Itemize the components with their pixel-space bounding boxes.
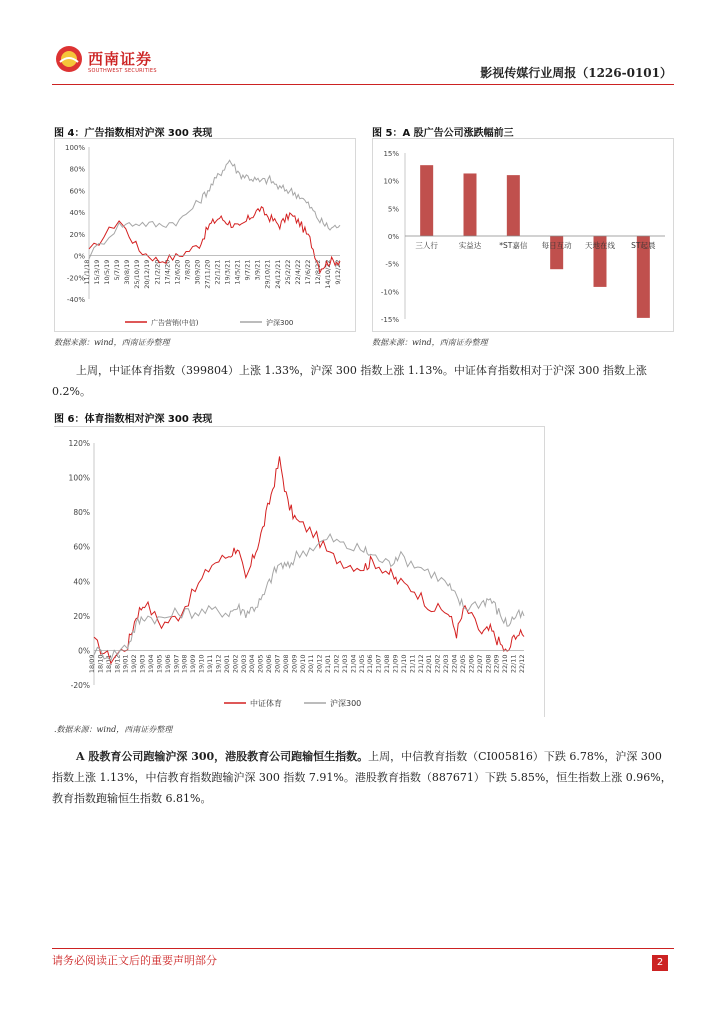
x-tick-label: 20/04 [248, 654, 257, 674]
x-tick-label: 11/1/18 [83, 259, 91, 285]
y-tick-label: 80% [69, 165, 85, 174]
paragraph-education-lead: A 股教育公司跑输沪深 300，港股教育公司跑输恒生指数。 [76, 750, 369, 763]
x-tick-label: 21/02 [332, 654, 341, 674]
header-rule [52, 84, 674, 85]
y-tick-label: 80% [73, 508, 90, 518]
x-tick-label: 27/11/20 [203, 259, 212, 289]
x-tick-label: 21/10 [399, 654, 408, 674]
x-tick-label: 22/02 [433, 654, 442, 674]
x-tick-label: 19/05 [155, 654, 164, 674]
logo-subtext: SOUTHWEST SECURITIES [88, 68, 157, 74]
report-title: 影视传媒行业周报（1226-0101） [480, 66, 672, 80]
x-tick-label: 19/08 [180, 654, 189, 674]
bar-1 [464, 173, 477, 236]
x-tick-label: 21/03 [340, 654, 349, 674]
x-tick-label: 22/05 [458, 654, 467, 674]
x-tick-label: 18/09 [88, 654, 96, 674]
y-tick-label: 60% [73, 542, 90, 552]
x-tick-label: 21/2/20 [153, 259, 162, 285]
bar-0 [420, 165, 433, 236]
x-tick-label: 14/10/22 [323, 259, 332, 289]
category-label-5: ST起晨 [631, 241, 656, 250]
figure5-source: 数据来源：wind，西南证券整理 [372, 338, 488, 347]
series-line-1 [94, 534, 524, 660]
y-tick-label: 20% [69, 230, 85, 239]
x-tick-label: 22/04 [450, 654, 459, 674]
category-label-3: 每日互动 [541, 241, 572, 250]
x-tick-label: 19/07 [172, 654, 181, 674]
figure5-title: 图 5：A 股广告公司涨跌幅前三 [372, 128, 514, 139]
x-tick-label: 3/9/21 [253, 259, 262, 281]
x-tick-label: 20/06 [265, 654, 274, 674]
x-tick-label: 21/05 [357, 654, 366, 674]
figure6-svg [54, 427, 544, 717]
y-tick-label: 60% [69, 187, 85, 196]
x-tick-label: 21/09 [391, 654, 400, 674]
figure5-chart [372, 138, 674, 332]
footer-rule [52, 948, 674, 949]
x-tick-label: 22/09 [492, 654, 501, 674]
y-tick-label: 5% [387, 205, 399, 214]
y-tick-label: 0% [78, 646, 90, 656]
footer-notice: 请务必阅读正文后的重要声明部分 [52, 954, 217, 967]
x-tick-label: 17/6/22 [303, 259, 312, 285]
y-tick-label: 100% [68, 473, 90, 483]
x-tick-label: 18/11 [104, 654, 113, 674]
x-tick-label: 21/01 [324, 654, 333, 674]
x-tick-label: 12/8/22 [313, 259, 322, 285]
y-tick-label: 15% [383, 150, 399, 158]
x-tick-label: 20/12 [315, 654, 324, 674]
x-tick-label: 19/12 [214, 654, 223, 674]
legend-label-0: 中证体育 [250, 699, 282, 708]
x-tick-label: 14/5/21 [233, 259, 242, 285]
x-tick-label: 20/10 [298, 654, 307, 674]
x-tick-label: 22/10 [501, 654, 510, 674]
x-tick-label: 20/03 [239, 654, 248, 674]
y-tick-label: -15% [380, 316, 399, 324]
x-tick-label: 19/06 [163, 654, 172, 674]
category-label-0: 三人行 [415, 241, 438, 250]
y-tick-label: 10% [383, 177, 399, 186]
x-tick-label: 20/01 [222, 654, 231, 674]
x-tick-label: 22/03 [442, 654, 451, 674]
x-tick-label: 24/12/21 [273, 259, 282, 289]
x-tick-label: 19/10 [197, 654, 206, 674]
y-tick-label: 40% [73, 577, 90, 587]
x-tick-label: 22/06 [467, 654, 476, 674]
x-tick-label: 5/7/19 [113, 259, 122, 281]
paragraph-education-text: 上周，中信教育指数（CI005816）下跌 6.78%，沪深 300 指数上涨 1.13%，中信教育指数跑输沪深 300 指数 7.91%。港股教育指数（887671）下跌 5.85%，恒生指数上涨 0.96%，教育指数跑输恒生指数 6.81%。 [52, 750, 672, 805]
x-tick-label: 22/12 [518, 654, 526, 674]
x-tick-label: 22/08 [484, 654, 493, 674]
x-tick-label: 21/06 [366, 654, 375, 674]
x-tick-label: 18/12 [113, 654, 122, 674]
series-line-0 [94, 456, 524, 663]
x-tick-label: 20/12/19 [143, 259, 152, 289]
x-tick-label: 19/01 [121, 654, 130, 674]
figure4-chart [54, 138, 356, 332]
x-tick-label: 12/6/20 [173, 259, 182, 285]
x-tick-label: 22/1/21 [213, 259, 222, 285]
y-tick-label: 100% [64, 144, 85, 152]
y-tick-label: -20% [66, 274, 85, 283]
x-tick-label: 10/5/19 [103, 259, 112, 285]
x-tick-label: 19/11 [206, 654, 215, 674]
paragraph-education [52, 746, 672, 809]
x-tick-label: 20/08 [281, 654, 290, 674]
x-tick-label: 9/7/21 [243, 259, 252, 281]
legend-label-1: 沪深300 [266, 319, 294, 327]
figure5-svg [373, 139, 673, 331]
x-tick-label: 20/11 [307, 654, 316, 674]
bar-2 [507, 175, 520, 236]
x-tick-label: 20/07 [273, 654, 282, 674]
logo-text: 西南证券 [88, 50, 153, 68]
y-tick-label: -20% [70, 681, 90, 690]
x-tick-label: 19/04 [147, 654, 156, 674]
y-tick-label: 20% [73, 611, 90, 621]
x-tick-label: 22/11 [509, 654, 518, 674]
y-tick-label: -5% [385, 260, 399, 269]
figure6-source: .数据来源：wind，西南证券整理 [54, 725, 173, 734]
x-tick-label: 19/3/21 [223, 259, 232, 285]
figure4-title: 图 4：广告指数相对沪深 300 表现 [54, 128, 213, 139]
x-tick-label: 20/02 [231, 654, 240, 674]
x-tick-label: 21/08 [383, 654, 392, 674]
x-tick-label: 9/12/22 [334, 259, 342, 285]
series-line-1 [89, 160, 340, 258]
x-tick-label: 17/4/20 [163, 259, 172, 285]
legend-label-0: 广告营销(中信) [151, 319, 199, 327]
x-tick-label: 30/8/19 [123, 259, 132, 285]
company-logo [54, 44, 84, 74]
x-tick-label: 19/03 [138, 654, 147, 674]
y-tick-label: 40% [69, 209, 85, 218]
y-tick-label: 120% [68, 439, 90, 448]
y-tick-label: 0% [387, 233, 399, 241]
y-tick-label: -40% [66, 296, 85, 304]
category-label-2: *ST嘉信 [499, 241, 528, 250]
figure6-title: 图 6：体育指数相对沪深 300 表现 [54, 414, 213, 425]
x-tick-label: 29/10/21 [263, 259, 272, 289]
x-tick-label: 22/01 [425, 654, 434, 674]
x-tick-label: 21/04 [349, 654, 358, 674]
category-label-4: 天地在线 [585, 241, 615, 250]
x-tick-label: 30/9/20 [193, 259, 202, 285]
x-tick-label: 7/8/20 [183, 259, 192, 281]
x-tick-label: 21/11 [408, 654, 417, 674]
category-label-1: 实益达 [458, 241, 482, 250]
y-tick-label: 0% [73, 252, 85, 261]
x-tick-label: 22/07 [475, 654, 484, 674]
x-tick-label: 18/10 [96, 654, 105, 674]
x-tick-label: 22/4/22 [293, 259, 302, 285]
x-tick-label: 21/07 [374, 654, 383, 674]
x-tick-label: 21/12 [416, 654, 425, 674]
page-number: 2 [652, 955, 668, 971]
x-tick-label: 19/09 [189, 654, 198, 674]
x-tick-label: 19/02 [130, 654, 139, 674]
paragraph-sports-text: 上周，中证体育指数（399804）上涨 1.33%，沪深 300 指数上涨 1.13%。中证体育指数相对于沪深 300 指数上涨 0.2%。 [52, 364, 647, 398]
x-tick-label: 20/09 [290, 654, 299, 674]
y-tick-label: -10% [380, 288, 399, 297]
figure4-svg [55, 139, 355, 331]
legend-label-1: 沪深300 [330, 699, 362, 708]
figure4-source: 数据来源：wind，西南证券整理 [54, 338, 170, 347]
paragraph-sports-index [52, 360, 672, 402]
x-tick-label: 25/2/22 [283, 259, 292, 285]
logo-icon [54, 44, 84, 74]
x-tick-label: 15/3/19 [93, 259, 102, 285]
figure6-chart [54, 426, 545, 717]
x-tick-label: 25/10/19 [133, 259, 142, 289]
x-tick-label: 20/05 [256, 654, 265, 674]
